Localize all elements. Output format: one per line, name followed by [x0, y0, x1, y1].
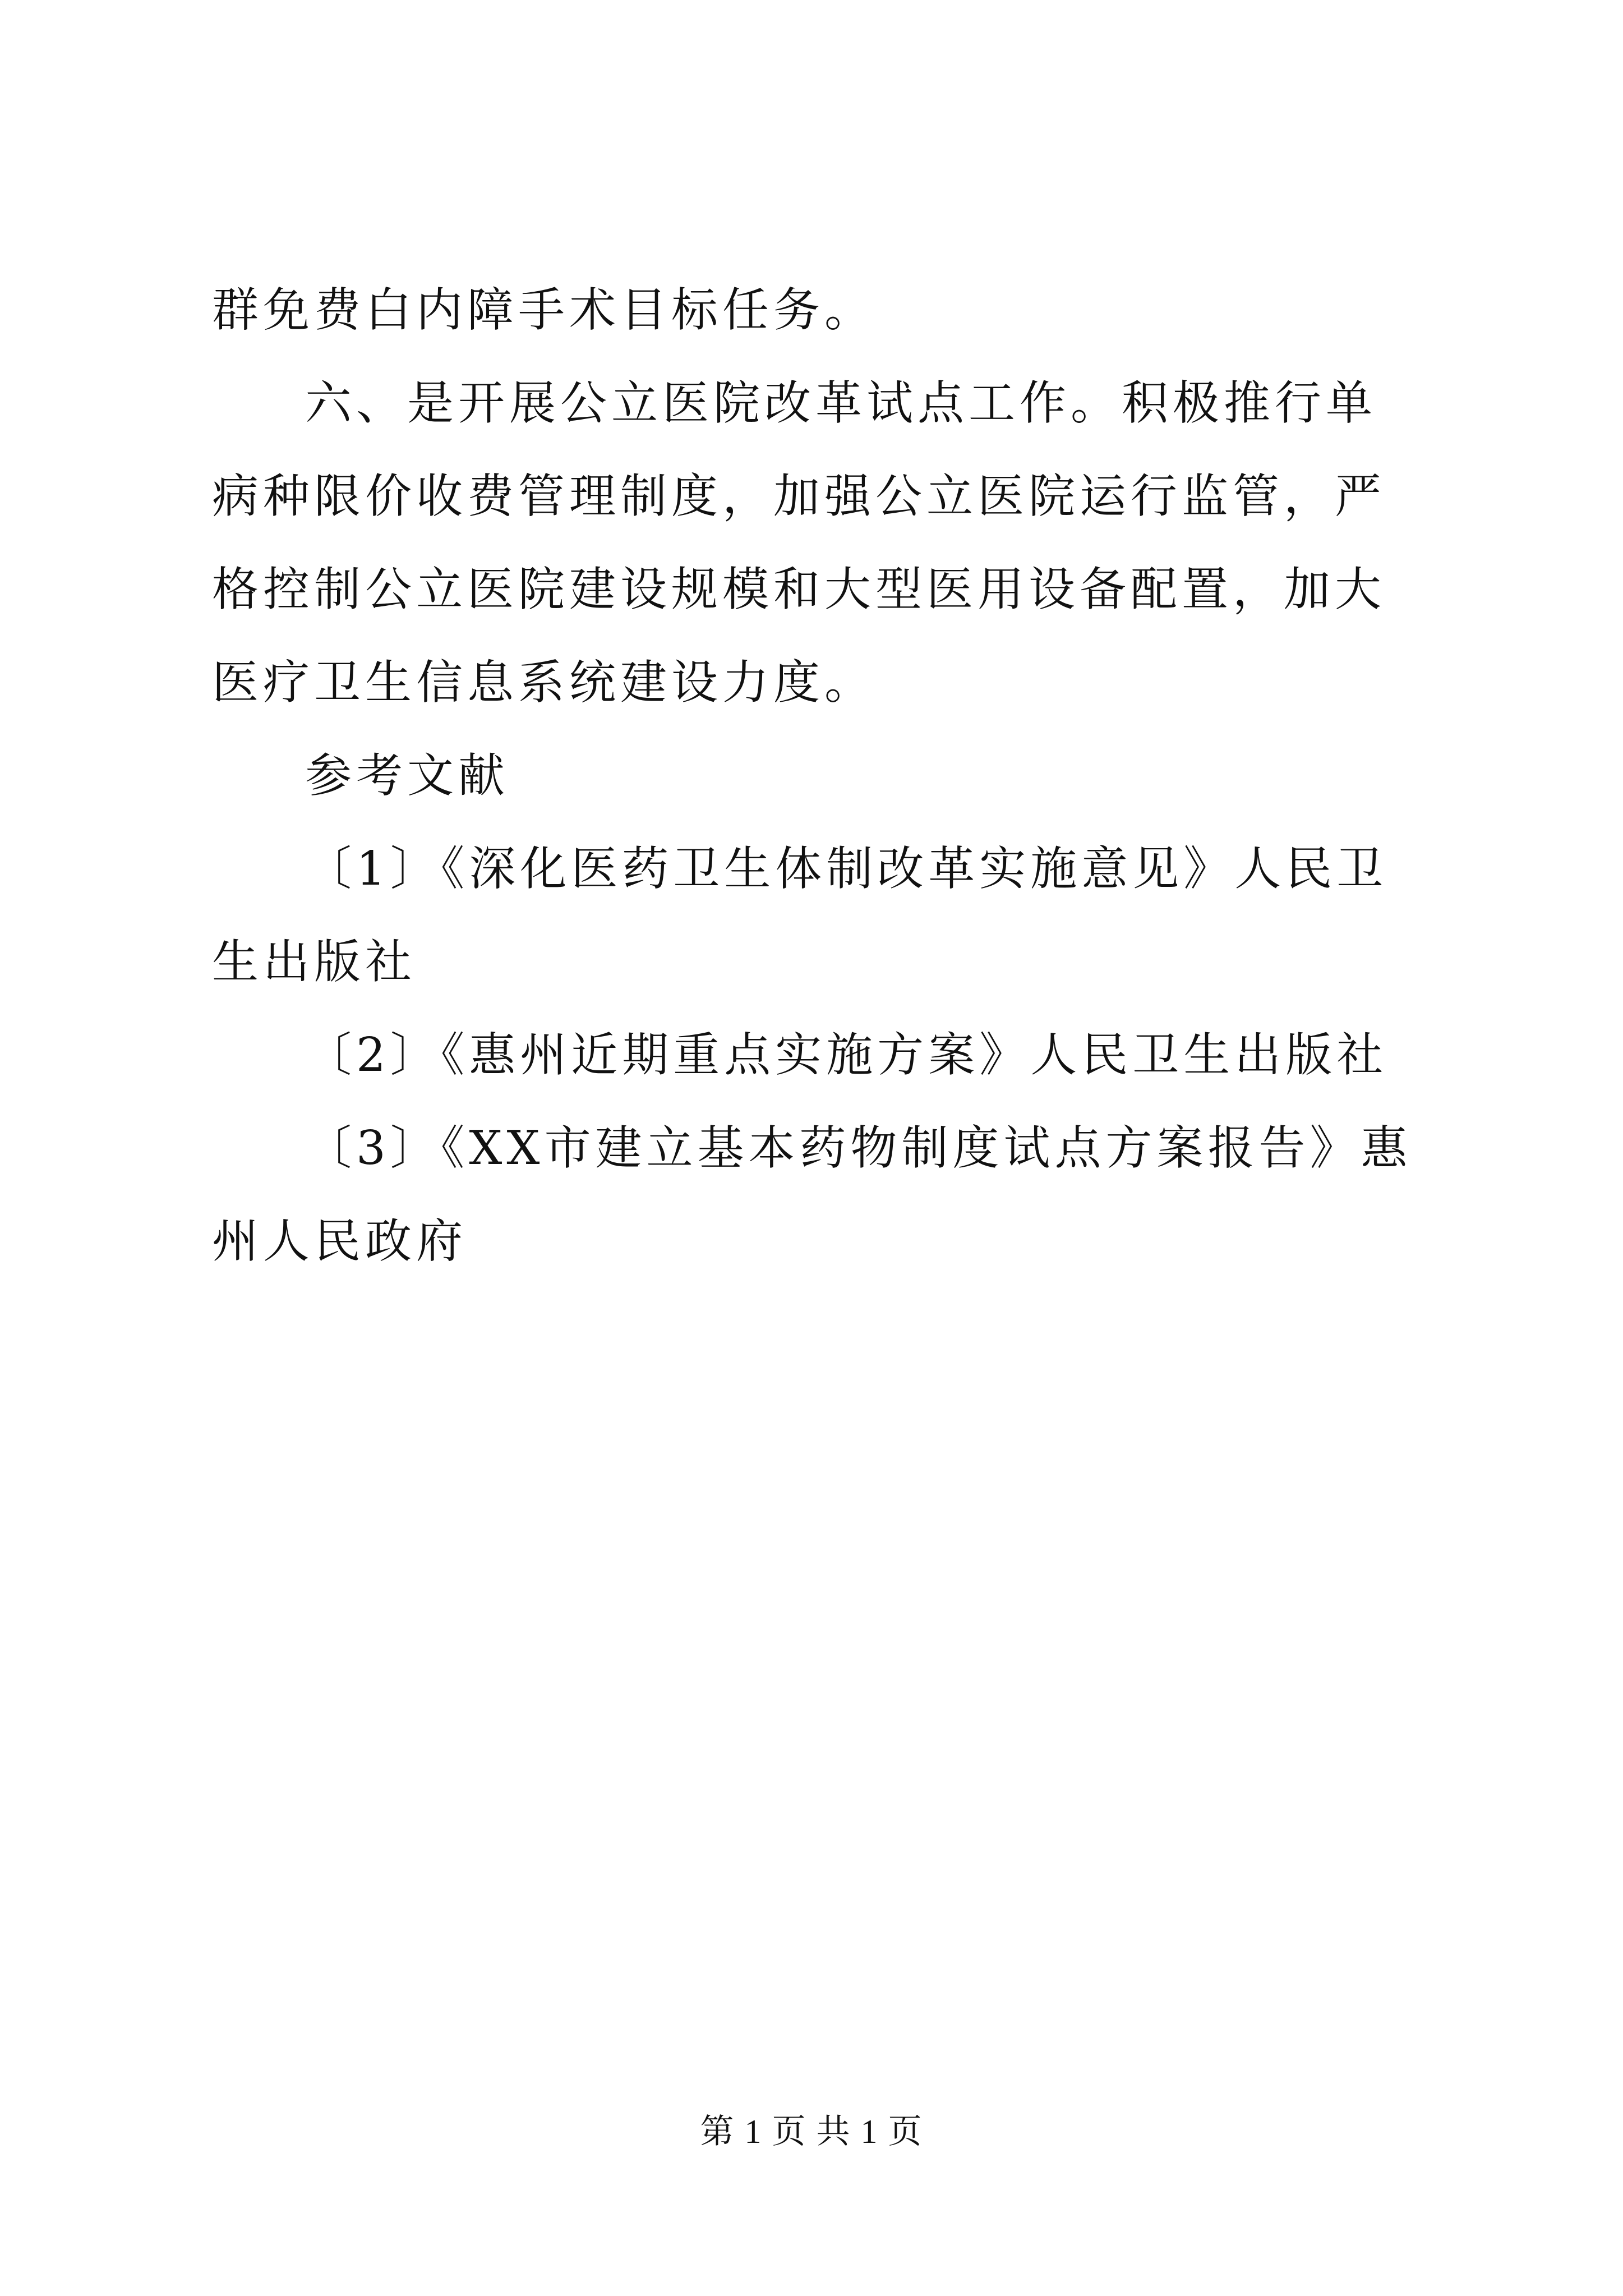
references-heading: 参考文献	[305, 748, 509, 803]
reference-item: 〔2〕《惠州近期重点实施方案》人民卫生出版社	[305, 1028, 1388, 1082]
paragraph-section-six: 六、是开展公立医院改革试点工作。积极推行单病种限价收费管理制度，加强公立医院运行监管，严格控制公立医院建设规模和大型医用设备配置，加大医疗卫生信息系统建设力度。	[212, 376, 1386, 710]
reference-item: 〔3〕《XX市建立基本药物制度试点方案报告》惠州人民政府	[212, 1121, 1412, 1268]
references-section	[212, 729, 1423, 1288]
document-body	[212, 264, 1423, 1288]
reference-item: 〔1〕《深化医药卫生体制改革实施意见》人民卫生出版社	[212, 841, 1388, 989]
paragraph-continuation: 群免费白内障手术目标任务。	[212, 283, 875, 337]
page-number-footer: 第 1 页 共 1 页	[700, 2113, 923, 2150]
